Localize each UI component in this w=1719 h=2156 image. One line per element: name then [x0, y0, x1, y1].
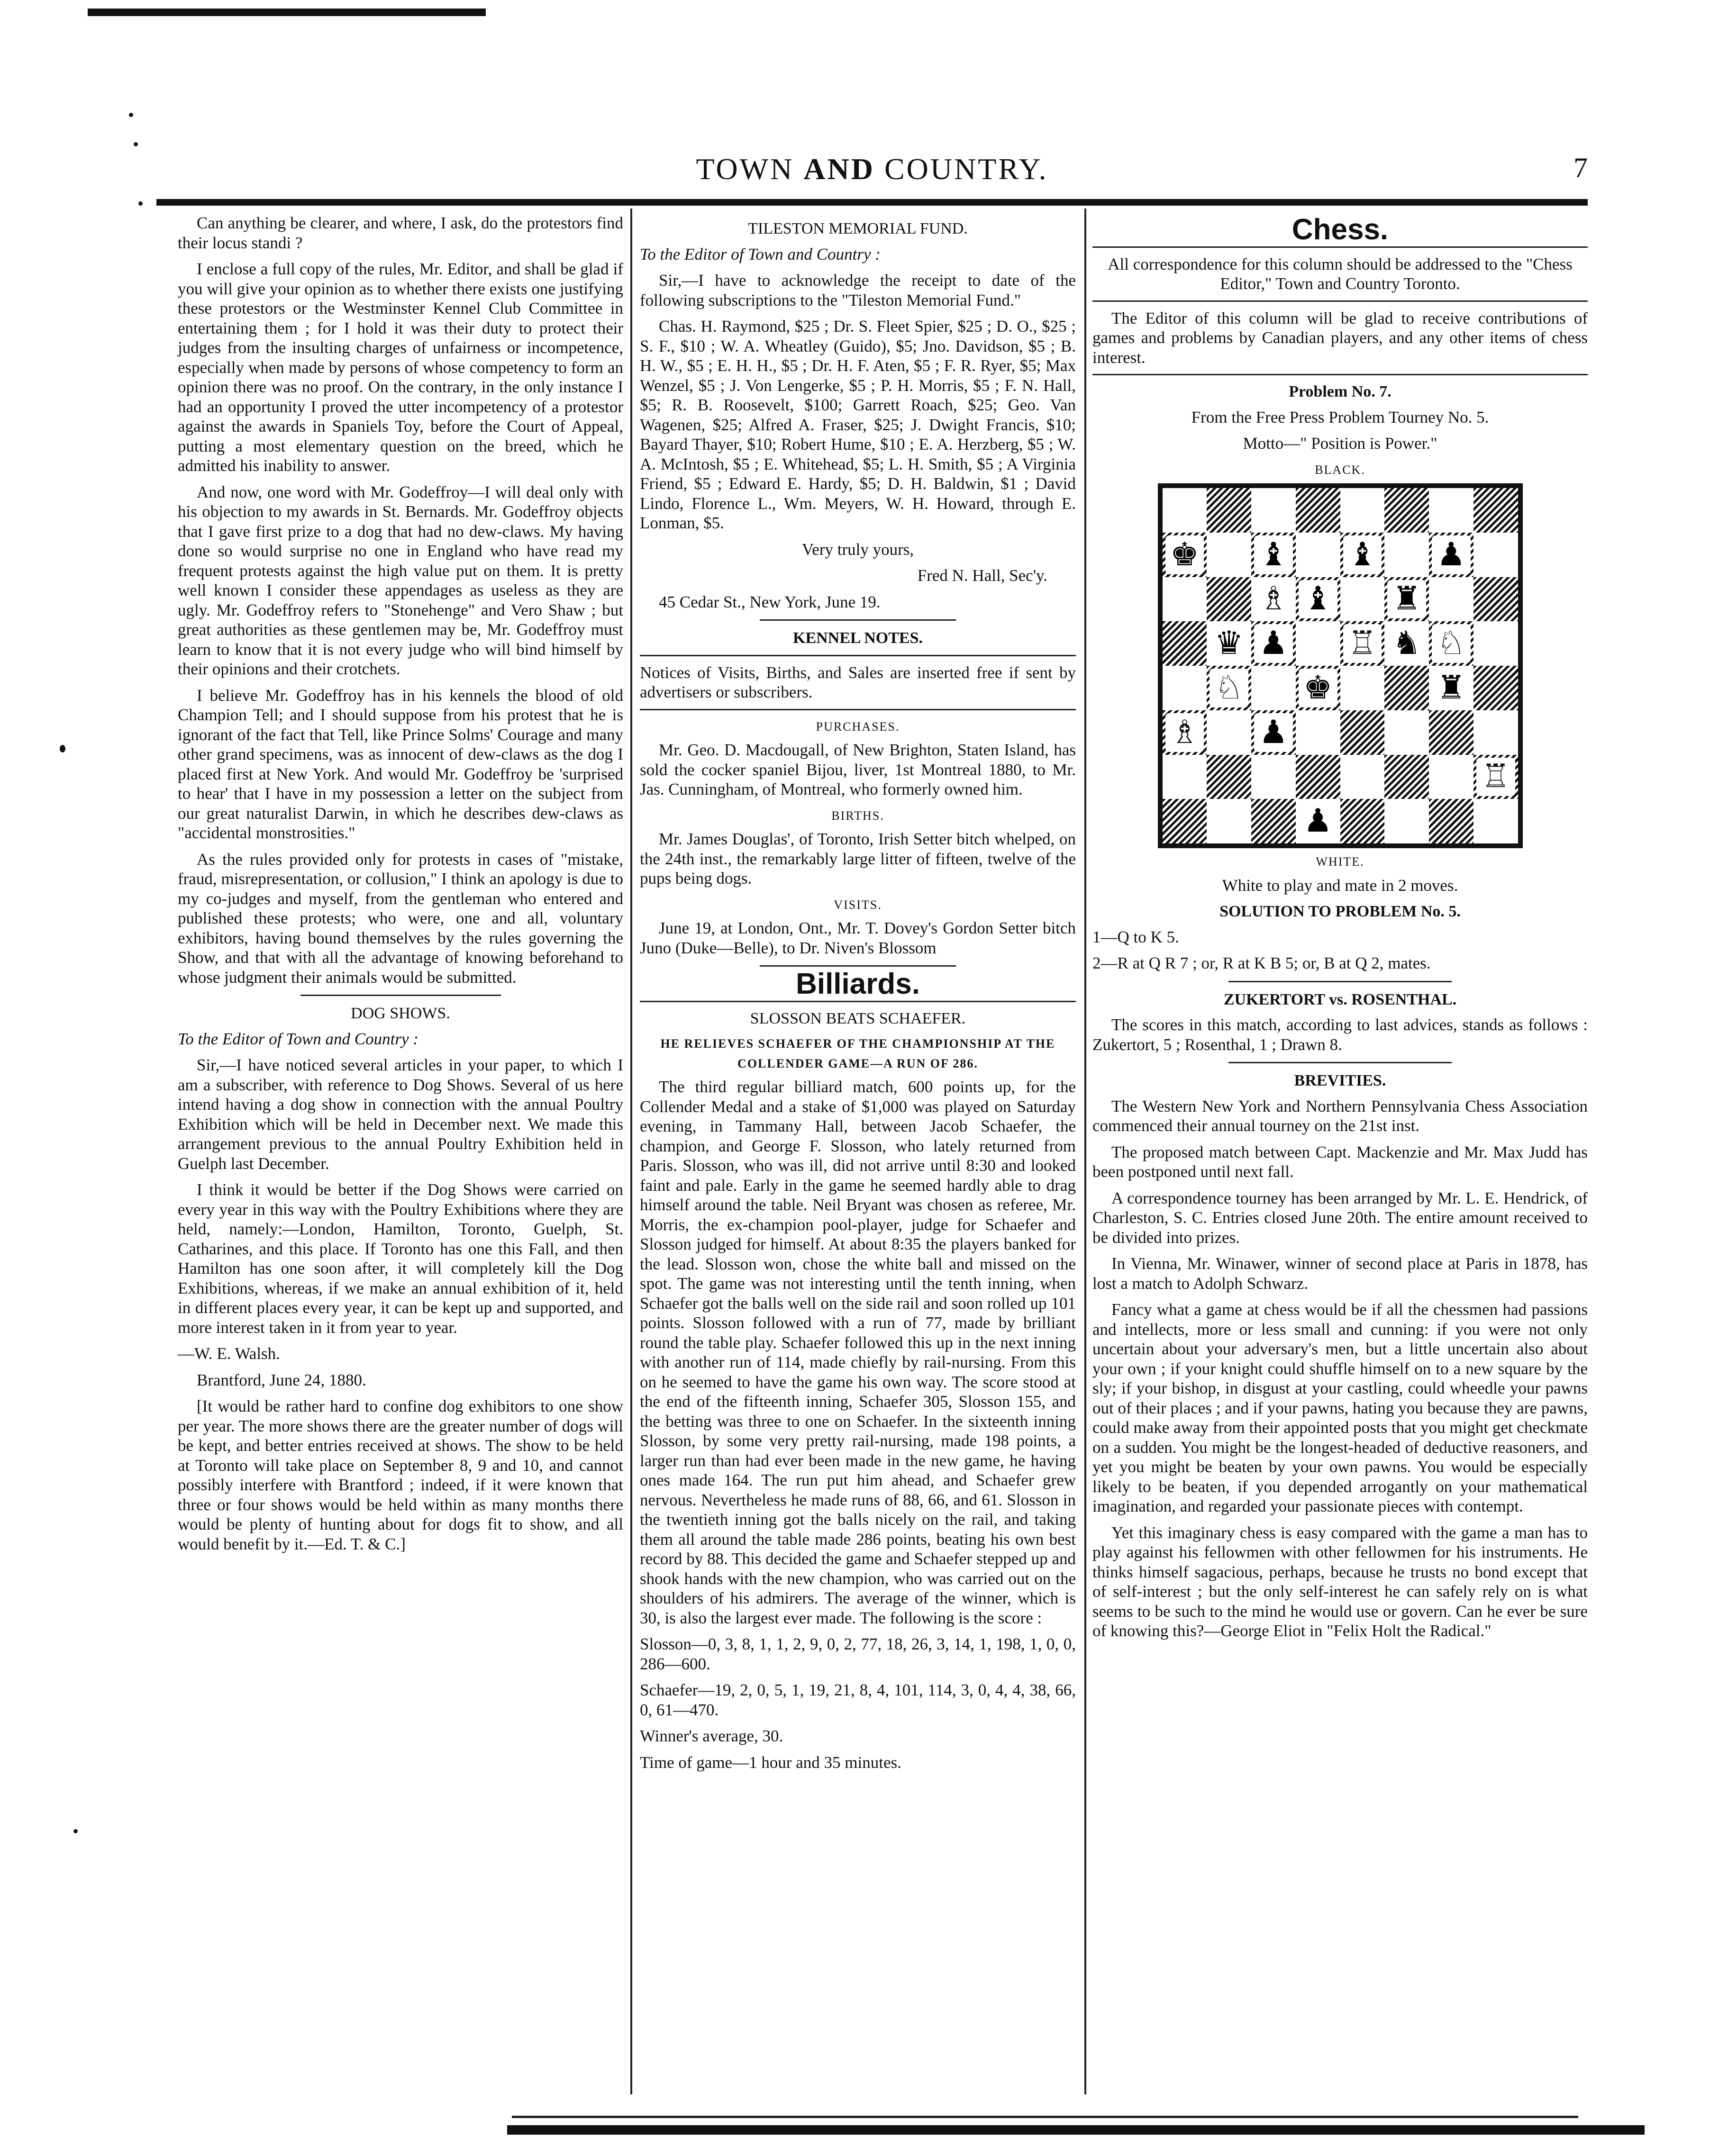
- board-square: [1163, 533, 1207, 577]
- margin-speck: [134, 142, 138, 146]
- board-square: [1473, 666, 1518, 710]
- board-square: [1207, 533, 1251, 577]
- board-square: [1473, 755, 1518, 799]
- section-title: SOLUTION TO PROBLEM No. 5.: [1219, 903, 1461, 920]
- header-rule: [156, 199, 1588, 206]
- board-square: [1473, 799, 1518, 843]
- white-piece-icon: ♖: [1343, 624, 1382, 663]
- paragraph: A correspondence tourney has been arranged by Mr. L. E. Hendrick, of Charleston, S. C. Entries closed June 20th. The entire amount received to be divided into prizes.: [1092, 1188, 1588, 1247]
- article-subtitle: HE RELIEVES SCHAEFER OF THE CHAMPIONSHIP AT THE COLLENDER GAME—A RUN OF 286.: [660, 1037, 1055, 1070]
- solution-line: 2—R at Q R 7 ; or, R at K B 5; or, B at Q 2, mates.: [1092, 954, 1431, 972]
- margin-speck: [129, 113, 133, 117]
- board-square: [1384, 621, 1429, 666]
- paragraph: The Western New York and Northern Pennsylvania Chess Association commenced their annual tourney on the 21st inst.: [1092, 1096, 1588, 1135]
- section-title: KENNEL NOTES.: [793, 629, 923, 647]
- column-right: [1092, 213, 1588, 1648]
- white-piece-icon: ♗: [1254, 580, 1293, 619]
- board-square: [1251, 710, 1296, 755]
- column-divider: [1084, 208, 1086, 2094]
- masthead-part: AND: [803, 152, 875, 186]
- address: 45 Cedar St., New York, June 19.: [659, 592, 881, 611]
- section-rule: [760, 965, 956, 967]
- paragraph: The Editor of this column will be glad to receive contributions of games and problems by Canadian players, and any other items of chess interest.: [1092, 308, 1588, 367]
- paragraph: Yet this imaginary chess is easy compared with the game a man has to play against his fellowmen with other fellowmen for his instruments. He thinks himself sagacious, perhaps, because he trusts no bond except that of self-interest ; but the only self-interest he can safely rely on is what seems to be such to the mind he would use or govern. Can he ever be sure of knowing this?—George Eliot in "Felix Holt the Radical.": [1092, 1523, 1588, 1640]
- board-square: [1207, 488, 1251, 533]
- masthead-part: COUNTRY.: [874, 152, 1048, 186]
- section-title: ZUKERTORT vs. ROSENTHAL.: [1223, 990, 1457, 1008]
- board-square: [1207, 755, 1251, 799]
- margin-speck: [60, 745, 65, 752]
- section-rule: [1228, 1062, 1451, 1063]
- subheading: PURCHASES.: [816, 719, 900, 734]
- board-square: [1251, 621, 1296, 666]
- paragraph: Fancy what a game at chess would be if all the chessmen had passions and intellects, more or less small and cunning: if you were not only uncertain about your adversary's men, but a little uncertain also about your own ; if your knight could shuffle himself on to a new square by the sly; if your bishop, in disgust at your castling, could wheedle your pawns out of their places ; and if your pawns, hating you because they are pawns, could make away from their appointed posts that you might get checkmate on a sudden. You might be the longest-headed of deductive reasoners, and yet you might be beaten by your own pawns. You would be especially likely to be beaten, if you depended arrogantly on your mathematical imagination, and regarded your passionate pieces with contempt.: [1092, 1300, 1588, 1515]
- section-rule: [640, 655, 1076, 656]
- chess-board: [1158, 483, 1523, 848]
- salutation-text: To the Editor of Town and Country :: [178, 1029, 418, 1048]
- board-square: [1207, 666, 1251, 710]
- board-square: [1429, 621, 1473, 666]
- black-piece-icon: ♜: [1432, 669, 1471, 707]
- board-square: [1384, 710, 1429, 755]
- black-piece-icon: ♞: [1387, 624, 1426, 663]
- notice: All correspondence for this column should be addressed to the "Chess Editor," Town and Country Toronto.: [1108, 254, 1573, 293]
- board-square: [1429, 666, 1473, 710]
- score-line: Winner's average, 30.: [640, 1727, 783, 1745]
- board-square: [1429, 755, 1473, 799]
- white-piece-icon: ♘: [1210, 669, 1248, 707]
- article-title: SLOSSON BEATS SCHAEFER.: [750, 1009, 966, 1027]
- bottom-rule: [512, 2116, 1578, 2118]
- dateline: Brantford, June 24, 1880.: [197, 1370, 366, 1389]
- board-square: [1296, 755, 1340, 799]
- section-rule: [1228, 981, 1451, 982]
- paragraph: As the rules provided only for protests in cases of "mistake, fraud, misrepresentation, or collusion," I think an apology is due to my co-judges and myself, from the gentleman who entered and published these protests; who were, one and all, voluntary exhibitors, having bound themselves by the rules governing the Show, and that with all the advantage of knowing beforehand to whose judgment their animals would be submitted.: [178, 850, 623, 987]
- board-square: [1163, 799, 1207, 843]
- editor-note: [It would be rather hard to confine dog exhibitors to one show per year. The more shows there are the greater number of dogs will be kept, and better entries received at shows. The show to be held at Toronto will take place on September 8, 9 and 10, and cannot possibly interfere with Brantford ; indeed, if it were known that three or four shows would be held within as many months there would be plenty of hunting about for dogs fit to show, and all would benefit by it.—Ed. T. & C.]: [178, 1397, 623, 1553]
- board-square: [1473, 533, 1518, 577]
- board-square: [1296, 710, 1340, 755]
- problem-motto: Motto—" Position is Power.": [1243, 434, 1437, 453]
- salutation-text: To the Editor of Town and Country :: [640, 245, 881, 263]
- paragraph: The third regular billiard match, 600 points up, for the Collender Medal and a stake of $1,000 was played on Saturday evening, in Tammany Hall, between Jacob Schaefer, the champion, and George F. Slosson, who lately returned from Paris. Slosson, who was ill, did not arrive until 8:30 and looked faint and pale. Early in the game he seemed hardly able to drag himself around the table. Neil Bryant was chosen as referee, Mr. Morris, the ex-champion pool-player, judge for Schaefer and Slosson judged for himself. At about 8:35 the players banked for the lead. Slosson won, chose the white ball and missed on the spot. The game was not interesting until the tenth inning, when Schaefer got the balls well on the side rail and soon rolled up 101 points. Slosson followed with a run of 77, made by brilliant round the table play. Schaefer followed this up in the next inning with another run of 114, made chiefly by rail-nursing. From this on he seemed to have the game his own way. The score stood at the end of the fifteenth inning, Schaefer 305, Slosson 155, and the betting was three to one on Schaefer. In the sixteenth inning Slosson, by some very pretty rail-nursing, made 198 points, a larger run than had ever been made in the new game, he having ones made 164. The run put him ahead, and Schaefer grew nervous. Nevertheless he made runs of 88, 66, and 61. Slosson in the twentieth inning got the balls nicely on the rail, and taking them all around the table made 286 points, beating his own best record by 88. This decided the game and Schaefer stepped up and shook hands with the new champion, who was carried out on the shoulders of his admirers. The average of the winner, which is 30, is also the largest ever made. The following is the score :: [640, 1078, 1076, 1627]
- section-rule: [1092, 246, 1588, 248]
- section-rule: [640, 709, 1076, 710]
- paragraph: Mr. James Douglas', of Toronto, Irish Setter bitch whelped, on the 24th inst., the remarkably large litter of fifteen, twelve of the pups being dogs.: [640, 830, 1076, 888]
- board-square: [1384, 577, 1429, 622]
- solution-line: 1—Q to K 5.: [1092, 927, 1179, 946]
- score-line: Time of game—1 hour and 35 minutes.: [640, 1753, 901, 1772]
- board-square: [1163, 488, 1207, 533]
- board-square: [1429, 533, 1473, 577]
- paragraph: I enclose a full copy of the rules, Mr. Editor, and shall be glad if you will give your opinion as to whether there exists one justifying these protestors or the Westminster Kennel Club Committee in entertaining them ; for I hold it was their duty to protect their judges from the insulting charges of unfairness or incompetence, especially when made by persons of whose competency to form an opinion there was no proof. On the contrary, in the only instance I had an opportunity I proved the utter incompetency of a protestor against the awards in Spaniels Toy, before the Court of Appeal, putting a most elementary question on the breed, which he admitted his inability to answer.: [178, 260, 623, 475]
- board-square: [1251, 755, 1296, 799]
- board-square: [1340, 755, 1385, 799]
- board-square: [1473, 488, 1518, 533]
- margin-speck: [73, 1829, 78, 1833]
- board-square: [1384, 488, 1429, 533]
- bottom-edge-rule: [507, 2125, 1645, 2135]
- white-piece-icon: ♗: [1165, 713, 1204, 752]
- board-square: [1340, 799, 1385, 843]
- board-square: [1384, 755, 1429, 799]
- black-piece-icon: ♝: [1254, 535, 1293, 574]
- board-square: [1296, 533, 1340, 577]
- board-square: [1207, 799, 1251, 843]
- board-square: [1251, 799, 1296, 843]
- page-header: [156, 152, 1588, 190]
- section-rule: [760, 619, 956, 621]
- board-square: [1473, 710, 1518, 755]
- board-square: [1163, 621, 1207, 666]
- board-square: [1384, 666, 1429, 710]
- black-piece-icon: ♜: [1387, 580, 1426, 619]
- black-piece-icon: ♝: [1343, 535, 1382, 574]
- board-square: [1384, 799, 1429, 843]
- paragraph: The scores in this match, according to last advices, stands as follows : Zukertort, 5 ; Rosenthal, 1 ; Drawn 8.: [1092, 1015, 1588, 1054]
- section-title: TILESTON MEMORIAL FUND.: [748, 220, 968, 237]
- black-piece-icon: ♟: [1432, 535, 1471, 574]
- board-square: [1340, 533, 1385, 577]
- paragraph: Sir,—I have noticed several articles in your paper, to which I am a subscriber, with reference to Dog Shows. Several of us here intend having a dog show in connection with the annual Poultry Exhibition which will be held in December next. We made this arrangement previous to the annual Poultry Exhibition held in Guelph last December.: [178, 1056, 623, 1173]
- signature: Fred N. Hall, Sec'y.: [917, 566, 1047, 585]
- closing: Very truly yours,: [801, 540, 914, 559]
- white-piece-icon: ♘: [1432, 624, 1471, 663]
- board-square: [1163, 710, 1207, 755]
- section-heading: Billiards.: [796, 968, 920, 1000]
- black-piece-icon: ♝: [1299, 580, 1337, 619]
- problem-task: White to play and mate in 2 moves.: [1222, 876, 1458, 895]
- board-square: [1251, 533, 1296, 577]
- black-piece-icon: ♟: [1254, 713, 1293, 752]
- board-square: [1340, 666, 1385, 710]
- score-line: Schaefer—19, 2, 0, 5, 1, 19, 21, 8, 4, 101, 114, 3, 0, 4, 4, 38, 66, 0, 61—470.: [640, 1681, 1076, 1719]
- board-square: [1473, 621, 1518, 666]
- section-rule: [1092, 300, 1588, 302]
- board-square: [1429, 710, 1473, 755]
- board-square: [1296, 577, 1340, 622]
- salutation: [178, 1029, 623, 1049]
- board-square: [1251, 577, 1296, 622]
- paragraph: June 19, at London, Ont., Mr. T. Dovey's Gordon Setter bitch Juno (Duke—Belle), to Dr. Niven's Blossom: [640, 919, 1076, 957]
- board-square: [1340, 488, 1385, 533]
- board-square: [1429, 577, 1473, 622]
- board-square: [1296, 799, 1340, 843]
- masthead-part: TOWN: [696, 152, 804, 186]
- black-piece-icon: ♚: [1165, 535, 1204, 574]
- board-square: [1163, 755, 1207, 799]
- black-piece-icon: ♟: [1299, 802, 1337, 841]
- section-title: BREVITIES.: [1294, 1072, 1386, 1089]
- problem-source: From the Free Press Problem Tourney No. 5.: [1191, 408, 1489, 426]
- subscription-list: Chas. H. Raymond, $25 ; Dr. S. Fleet Spier, $25 ; D. O., $25 ; S. F., $10 ; W. A. Wheatley (Guido), $5; Jno. Davidson, $5 ; B. H. W., $5 ; E. H. H., $5 ; Dr. H. F. Aten, $5 ; F. R. Ryer, $5; Max Wenzel, $5 ; J. Von Lengerke, $5 ; P. H. Morris, $5 ; F. N. Hall, $5; R. B. Roosevelt, $100; Garrett Roach, $25; Geo. Van Wagenen, $25; Alfred A. Fraser, $25; J. Dwight Francis, $10; Bayard Thayer, $10; Robert Hume, $10 ; E. A. Herzberg, $5 ; W. A. McIntosh, $5 ; E. Whitehead, $5; L. H. Smith, $5 ; A Virginia Friend, $5 ; Edward E. Hardy, $5; D. H. Baldwin, $1 ; David Lindo, Florence L., Wm. Meyers, W. H. Howard, through E. Lonman, $5.: [640, 317, 1076, 532]
- notice: Notices of Visits, Births, and Sales are inserted free if sent by advertisers or subscribers.: [640, 663, 1076, 701]
- page-number: 7: [1573, 152, 1588, 183]
- paragraph: Mr. Geo. D. Macdougall, of New Brighton, Staten Island, has sold the cocker spaniel Bijou, liver, 1st Montreal 1880, to Mr. Jas. Cunningham, of Montreal, who formerly owned him.: [640, 741, 1076, 798]
- column-divider: [630, 208, 632, 2094]
- top-edge-rule: [88, 9, 486, 16]
- board-square: [1207, 577, 1251, 622]
- black-piece-icon: ♛: [1210, 624, 1248, 663]
- column-middle: [640, 213, 1076, 1779]
- board-square: [1429, 799, 1473, 843]
- board-square: [1163, 577, 1207, 622]
- black-piece-icon: ♚: [1299, 669, 1337, 707]
- board-square: [1429, 488, 1473, 533]
- paragraph: The proposed match between Capt. Mackenzie and Mr. Max Judd has been postponed until next fall.: [1092, 1142, 1588, 1181]
- board-square: [1296, 488, 1340, 533]
- board-square: [1163, 666, 1207, 710]
- board-square: [1340, 577, 1385, 622]
- paragraph: In Vienna, Mr. Winawer, winner of second place at Paris in 1878, has lost a match to Adolph Schwarz.: [1092, 1254, 1588, 1293]
- salutation: [640, 245, 1076, 264]
- section-rule: [300, 995, 501, 996]
- board-square: [1296, 621, 1340, 666]
- board-square: [1251, 488, 1296, 533]
- board-square: [1251, 666, 1296, 710]
- board-square: [1473, 577, 1518, 622]
- board-square: [1207, 621, 1251, 666]
- column-left: [178, 213, 623, 1560]
- board-square: [1340, 710, 1385, 755]
- paragraph: Can anything be clearer, and where, I ask, do the protestors find their locus standi ?: [178, 214, 623, 252]
- paragraph: And now, one word with Mr. Godeffroy—I will deal only with his objection to my awards in St. Bernards. Mr. Godeffroy objects that I gave first prize to a dog that had no dew-claws. My having done so would surprise no one in England who have read my frequent protests against the high value put on them. It is pretty well known I consider these appendages as useless as they are ugly. Mr. Godeffroy refers to "Stonehenge" and Vero Shaw ; but great authorities as these gentlemen may be, Mr. Godeffroy must learn to know that it is not every judge who will bind himself by their opinions and their crotchets.: [178, 482, 623, 678]
- section-rule: [1092, 374, 1588, 375]
- paragraph: Sir,—I have to acknowledge the receipt to date of the following subscriptions to the "Tileston Memorial Fund.": [640, 271, 1076, 309]
- margin-speck: [138, 201, 143, 206]
- signature: —W. E. Walsh.: [178, 1344, 280, 1363]
- board-square: [1384, 533, 1429, 577]
- board-square: [1296, 666, 1340, 710]
- subheading: VISITS.: [834, 897, 882, 912]
- problem-title: Problem No. 7.: [1289, 383, 1392, 400]
- masthead-title: [156, 152, 1588, 187]
- paragraph: I think it would be better if the Dog Shows were carried on every year in this way with the Poultry Exhibitions where they are held, namely:—London, Hamilton, Toronto, Guelph, St. Catharines, and this place. If Toronto has one this Fall, and then Hamilton has one soon after, it will completely kill the Dog Exhibitions, whereas, if we make an annual exhibition of it, held in different places every year, it can be kept up and supported, and more interest taken in it from year to year.: [178, 1180, 623, 1337]
- paragraph: I believe Mr. Godeffroy has in his kennels the blood of old Champion Tell; and I should suppose from his protest that he is ignorant of the fact that Tell, like Prince Solms' Courage and many other grand specimens, was as innocent of dew-claws as the dog I placed first at New York. And would Mr. Godeffroy be 'surprised to hear' that I have in my possession a letter on the subject from our great naturalist Darwin, in which he describes dew-claws as "accidental monstrosities.": [178, 686, 623, 842]
- black-piece-icon: ♟: [1254, 624, 1293, 663]
- score-line: Slosson—0, 3, 8, 1, 1, 2, 9, 0, 2, 77, 18, 26, 3, 14, 1, 198, 1, 0, 0, 286—600.: [640, 1635, 1076, 1673]
- subheading: BIRTHS.: [831, 808, 884, 823]
- section-rule: [640, 1001, 1076, 1002]
- board-square: [1207, 710, 1251, 755]
- white-piece-icon: ♖: [1476, 758, 1515, 797]
- board-square: [1340, 621, 1385, 666]
- section-title: DOG SHOWS.: [351, 1005, 450, 1022]
- board-label-white: WHITE.: [1316, 855, 1364, 869]
- section-heading: Chess.: [1292, 213, 1389, 246]
- board-label-black: BLACK.: [1315, 462, 1365, 477]
